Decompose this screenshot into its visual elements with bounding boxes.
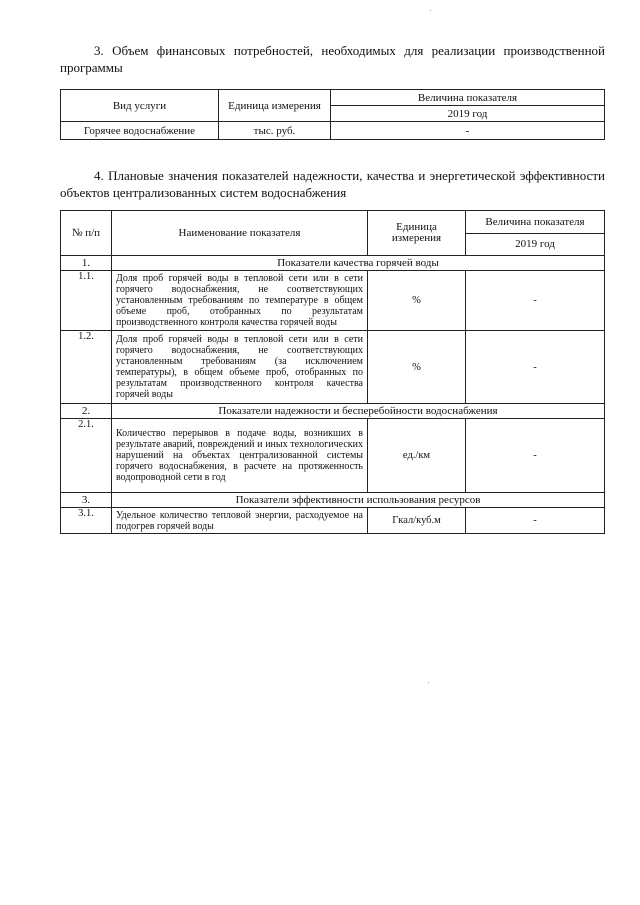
row-value: - xyxy=(466,508,605,534)
row-unit: ед./км xyxy=(368,419,466,493)
section-title: Показатели качества горячей воды xyxy=(112,256,605,271)
row-name: Удельное количество тепловой энергии, расходуемое на подогрев горячей воды xyxy=(112,508,368,534)
section-row xyxy=(61,493,605,508)
section-num: 1. xyxy=(61,256,112,271)
row-num: 3.1. xyxy=(61,508,112,534)
section-row xyxy=(61,404,605,419)
row-num: 1.2. xyxy=(61,331,112,404)
indicators-table xyxy=(60,210,605,534)
section-title: Показатели эффективности использования ресурсов xyxy=(112,493,605,508)
col-header-value: Величина показателя xyxy=(331,90,605,106)
scan-speck xyxy=(428,682,429,683)
section4-heading: 4. Плановые значения показателей надежности, качества и энергетической эффективности объектов централизованных систем водоснабжения xyxy=(60,168,605,200)
cell-service: Горячее водоснабжение xyxy=(61,122,219,140)
col-header-unit: Единица измерения xyxy=(368,211,466,256)
col-header-num: № п/п xyxy=(61,211,112,256)
row-num: 2.1. xyxy=(61,419,112,493)
row-value: - xyxy=(466,271,605,331)
row-unit: % xyxy=(368,331,466,404)
cell-value: - xyxy=(331,122,605,140)
row-unit: Гкал/куб.м xyxy=(368,508,466,534)
col-header-name: Наименование показателя xyxy=(112,211,368,256)
section-num: 3. xyxy=(61,493,112,508)
row-num: 1.1. xyxy=(61,271,112,331)
financial-needs-table xyxy=(60,89,605,140)
scan-speck xyxy=(430,10,431,11)
table-row xyxy=(61,419,605,493)
section-num: 2. xyxy=(61,404,112,419)
col-header-year: 2019 год xyxy=(466,234,605,256)
section3-heading: 3. Объем финансовых потребностей, необходимых для реализации производственной программы xyxy=(60,43,605,75)
table-row xyxy=(61,331,605,404)
col-header-year: 2019 год xyxy=(331,106,605,122)
col-header-unit: Единица измерения xyxy=(219,90,331,122)
cell-unit: тыс. руб. xyxy=(219,122,331,140)
row-name: Количество перерывов в подаче воды, возникших в результате аварий, повреждений и иных технологических нарушений на объектах централизованной системы горячего водоснабжения, в расчете на протяженность водопроводной сети в год xyxy=(112,419,368,493)
table-row xyxy=(61,508,605,534)
row-value: - xyxy=(466,419,605,493)
row-unit: % xyxy=(368,271,466,331)
row-value: - xyxy=(466,331,605,404)
section-title: Показатели надежности и бесперебойности водоснабжения xyxy=(112,404,605,419)
row-name: Доля проб горячей воды в тепловой сети или в сети горячего водоснабжения, не соответствующих установленным требованиям (за исключением температуры), в общем объеме проб, отобранных по результатам производственного контроля качества горячей воды xyxy=(112,331,368,404)
row-name: Доля проб горячей воды в тепловой сети или в сети горячего водоснабжения, не соответствующих установленным требованиям по температуре в общем объеме проб, отобранных по результатам производственного контроля качества горячей воды xyxy=(112,271,368,331)
section-row xyxy=(61,256,605,271)
col-header-service: Вид услуги xyxy=(61,90,219,122)
table-row xyxy=(61,271,605,331)
col-header-value: Величина показателя xyxy=(466,211,605,234)
